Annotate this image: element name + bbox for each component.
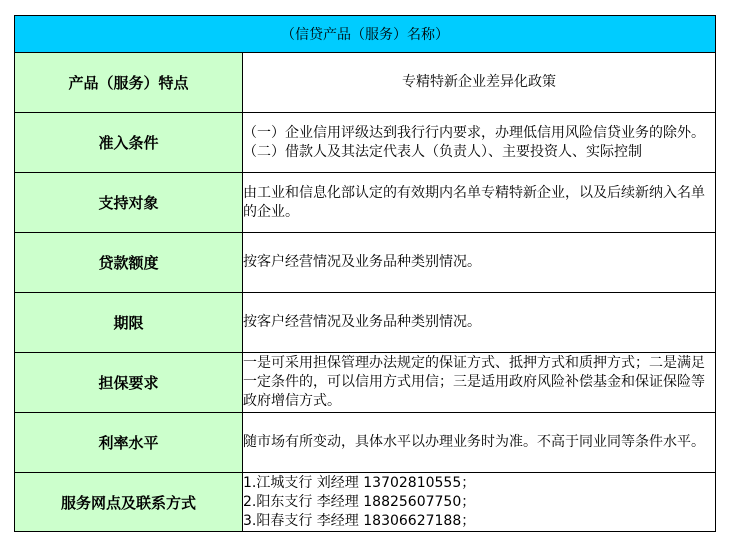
label-features: 产品（服务）特点 xyxy=(15,53,243,113)
product-info-table xyxy=(14,15,716,532)
value-interest xyxy=(243,413,716,473)
branch-contact-1: 1.江城支行 刘经理 13702810555； xyxy=(243,474,476,491)
label-target: 支持对象 xyxy=(15,173,243,233)
value-guarantee xyxy=(243,353,716,413)
row-term xyxy=(15,293,716,353)
value-eligibility-line-1: （一）企业信用评级达到我行行内要求，办理低信用风险信贷业务的除外。 xyxy=(243,124,705,141)
row-eligibility xyxy=(15,113,716,173)
value-target xyxy=(243,173,716,233)
title-row xyxy=(15,16,716,53)
value-features-text: 专精特新企业差异化政策 xyxy=(402,74,556,90)
label-branches: 服务网点及联系方式 xyxy=(15,473,243,532)
value-branches xyxy=(243,473,716,532)
row-features xyxy=(15,53,716,113)
value-eligibility-line-2: （二）借款人及其法定代表人（负责人）、主要投资人、实际控制 xyxy=(243,143,642,160)
value-guarantee-text: 一是可采用担保管理办法规定的保证方式、抵押方式和质押方式；二是满足一定条件的，可以信用方式用信；三是适用政府风险补偿基金和保证保险等政府增信方式。 xyxy=(243,355,705,409)
table-title: （信贷产品（服务）名称） xyxy=(15,16,716,53)
label-amount: 贷款额度 xyxy=(15,233,243,293)
value-interest-text: 随市场有所变动，具体水平以办理业务时为准。不高于同业同等条件水平。 xyxy=(243,434,705,450)
value-amount-text: 按客户经营情况及业务品种类别情况。 xyxy=(243,254,481,270)
label-interest: 利率水平 xyxy=(15,413,243,473)
value-term xyxy=(243,293,716,353)
label-term: 期限 xyxy=(15,293,243,353)
label-eligibility: 准入条件 xyxy=(15,113,243,173)
value-term-text: 按客户经营情况及业务品种类别情况。 xyxy=(243,314,481,330)
value-target-text: 由工业和信息化部认定的有效期内名单专精特新企业，以及后续新纳入名单的企业。 xyxy=(243,184,705,220)
branch-contact-2: 2.阳东支行 李经理 18825607750； xyxy=(243,493,476,510)
label-guarantee: 担保要求 xyxy=(15,353,243,413)
row-branches xyxy=(15,473,716,532)
row-target xyxy=(15,173,716,233)
row-interest xyxy=(15,413,716,473)
value-eligibility xyxy=(243,113,716,173)
row-amount xyxy=(15,233,716,293)
row-guarantee xyxy=(15,353,716,413)
value-features xyxy=(243,53,716,113)
value-amount xyxy=(243,233,716,293)
branch-contact-3: 3.阳春支行 李经理 18306627188； xyxy=(243,512,476,529)
